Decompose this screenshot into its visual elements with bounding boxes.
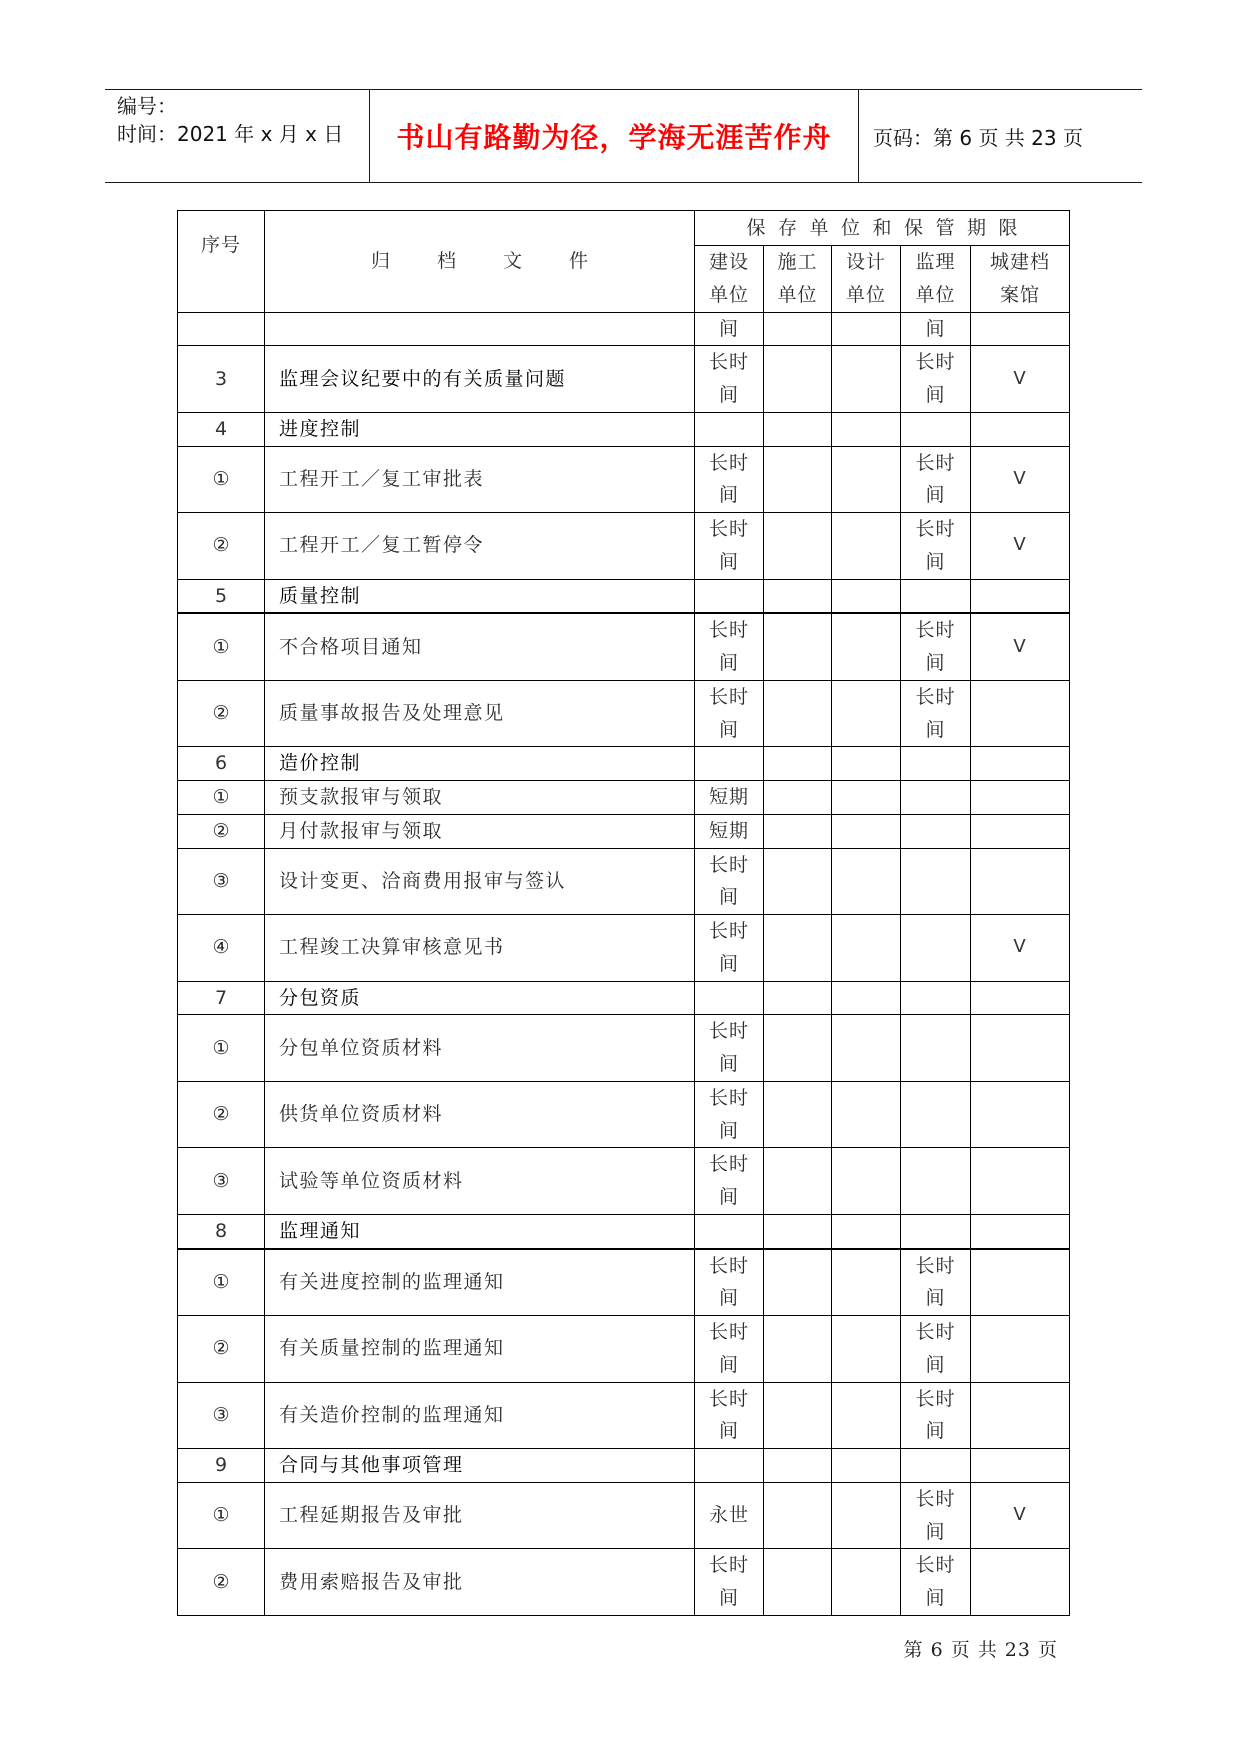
table-row [178, 1214, 1070, 1248]
retention-cell-supervision [901, 1449, 971, 1483]
table-row [178, 915, 1070, 982]
retention-cell-contractor [764, 781, 832, 815]
retention-cell-design [832, 412, 901, 446]
document-header [105, 89, 1142, 183]
retention-cell-contractor [764, 513, 832, 580]
retention-cell-contractor [764, 1382, 832, 1449]
table-header-row [178, 211, 1070, 246]
file-title-cell: 不合格项目通知 [265, 613, 695, 680]
retention-cell-supervision: 长时间 [901, 680, 971, 747]
retention-cell-archive [971, 1549, 1070, 1616]
unit-header-construction: 建设单位 [695, 246, 764, 313]
retention-cell-archive [971, 981, 1070, 1015]
retention-cell-supervision: 长时间 [901, 1482, 971, 1549]
retention-cell-contractor [764, 915, 832, 982]
retention-cell-supervision [901, 1015, 971, 1082]
file-title-cell: 工程开工／复工审批表 [265, 446, 695, 513]
retention-cell-construction [695, 1449, 764, 1483]
retention-cell-archive [971, 579, 1070, 613]
table-row [178, 1549, 1070, 1616]
retention-cell-contractor [764, 446, 832, 513]
table-row [178, 1015, 1070, 1082]
retention-cell-archive [971, 747, 1070, 781]
file-title-cell: 费用索赔报告及审批 [265, 1549, 695, 1616]
retention-cell-supervision: 长时间 [901, 613, 971, 680]
retention-cell-supervision [901, 412, 971, 446]
file-title-cell: 合同与其他事项管理 [265, 1449, 695, 1483]
unit-header-archive: 城建档案馆 [971, 246, 1070, 313]
retention-cell-design [832, 446, 901, 513]
retention-cell-construction: 长时间 [695, 848, 764, 915]
retention-cell-construction: 短期 [695, 781, 764, 815]
retention-cell-construction: 永世 [695, 1482, 764, 1549]
retention-cell-design [832, 747, 901, 781]
retention-cell-contractor [764, 1549, 832, 1616]
retention-cell-design [832, 346, 901, 413]
seq-cell: 6 [178, 747, 265, 781]
retention-cell-contractor [764, 1081, 832, 1148]
header-page-label: 页码：第 6 页 共 23 页 [873, 125, 1083, 150]
file-title-cell: 有关造价控制的监理通知 [265, 1382, 695, 1449]
table-row [178, 513, 1070, 580]
retention-cell-supervision: 长时间 [901, 1316, 971, 1383]
seq-cell: 5 [178, 579, 265, 613]
seq-cell: 7 [178, 981, 265, 1015]
footer-page-number: 第 6 页 共 23 页 [903, 1639, 1058, 1661]
retention-cell-supervision [901, 781, 971, 815]
retention-cell-archive [971, 781, 1070, 815]
table-row [178, 312, 1070, 346]
retention-cell-archive [971, 1249, 1070, 1316]
table-row [178, 781, 1070, 815]
seq-cell: ① [178, 781, 265, 815]
retention-cell-design [832, 680, 901, 747]
retention-cell-design [832, 1382, 901, 1449]
file-title-cell: 工程竣工决算审核意见书 [265, 915, 695, 982]
retention-cell-contractor [764, 312, 832, 346]
retention-cell-design [832, 1249, 901, 1316]
retention-cell-design [832, 1081, 901, 1148]
table-row [178, 1449, 1070, 1483]
file-title-cell: 有关质量控制的监理通知 [265, 1316, 695, 1383]
retention-cell-archive [971, 1382, 1070, 1449]
seq-cell: ① [178, 1015, 265, 1082]
file-title-cell: 有关进度控制的监理通知 [265, 1249, 695, 1316]
table-body [178, 312, 1070, 1615]
retention-cell-construction: 长时间 [695, 915, 764, 982]
retention-cell-contractor [764, 848, 832, 915]
file-title-cell: 监理通知 [265, 1214, 695, 1248]
retention-cell-supervision [901, 579, 971, 613]
retention-cell-construction [695, 747, 764, 781]
retention-cell-supervision: 长时间 [901, 1549, 971, 1616]
retention-cell-archive [971, 312, 1070, 346]
retention-cell-design [832, 579, 901, 613]
retention-cell-supervision [901, 747, 971, 781]
retention-cell-design [832, 1316, 901, 1383]
file-title-cell: 监理会议纪要中的有关质量问题 [265, 346, 695, 413]
retention-cell-archive [971, 814, 1070, 848]
seq-cell: 8 [178, 1214, 265, 1248]
retention-cell-design [832, 613, 901, 680]
table-row [178, 579, 1070, 613]
table-row [178, 412, 1070, 446]
retention-cell-contractor [764, 346, 832, 413]
table-row [178, 1382, 1070, 1449]
retention-cell-supervision: 长时间 [901, 446, 971, 513]
seq-cell: ③ [178, 1148, 265, 1215]
retention-cell-design [832, 781, 901, 815]
retention-cell-construction: 长时间 [695, 446, 764, 513]
retention-cell-construction: 长时间 [695, 613, 764, 680]
retention-cell-contractor [764, 747, 832, 781]
seq-cell: 9 [178, 1449, 265, 1483]
retention-cell-construction: 长时间 [695, 680, 764, 747]
table-row [178, 346, 1070, 413]
retention-cell-construction: 长时间 [695, 1382, 764, 1449]
file-title-cell: 分包资质 [265, 981, 695, 1015]
retention-cell-contractor [764, 680, 832, 747]
retention-cell-design [832, 848, 901, 915]
retention-cell-contractor [764, 814, 832, 848]
retention-cell-supervision: 长时间 [901, 346, 971, 413]
retention-cell-supervision: 长时间 [901, 1382, 971, 1449]
table-row [178, 446, 1070, 513]
unit-header-contractor: 施工单位 [764, 246, 832, 313]
seq-cell: 4 [178, 412, 265, 446]
seq-cell: ② [178, 1081, 265, 1148]
retention-cell-construction [695, 412, 764, 446]
retention-cell-supervision [901, 915, 971, 982]
table-row [178, 1316, 1070, 1383]
retention-cell-design [832, 1148, 901, 1215]
retention-cell-archive: V [971, 1482, 1070, 1549]
retention-cell-supervision [901, 981, 971, 1015]
table-row [178, 1482, 1070, 1549]
retention-cell-design [832, 981, 901, 1015]
unit-header-supervision: 监理单位 [901, 246, 971, 313]
file-title-cell: 试验等单位资质材料 [265, 1148, 695, 1215]
seq-cell: ③ [178, 1382, 265, 1449]
retention-cell-design [832, 1015, 901, 1082]
retention-cell-construction: 长时间 [695, 1148, 764, 1215]
retention-cell-contractor [764, 613, 832, 680]
file-title-cell: 供货单位资质材料 [265, 1081, 695, 1148]
retention-cell-archive [971, 412, 1070, 446]
retention-cell-construction: 长时间 [695, 1549, 764, 1616]
file-title-cell: 进度控制 [265, 412, 695, 446]
retention-cell-contractor [764, 412, 832, 446]
retention-cell-supervision: 长时间 [901, 1249, 971, 1316]
retention-cell-contractor [764, 579, 832, 613]
retention-cell-archive: V [971, 446, 1070, 513]
motto: 书山有路勤为径，学海无涯苦作舟 [396, 121, 832, 154]
retention-cell-contractor [764, 1148, 832, 1215]
retention-cell-supervision [901, 1148, 971, 1215]
retention-cell-construction [695, 1214, 764, 1248]
file-header: 归档文件 [265, 211, 695, 313]
retention-cell-contractor [764, 1449, 832, 1483]
retention-cell-design [832, 1214, 901, 1248]
retention-cell-design [832, 814, 901, 848]
retention-cell-archive: V [971, 915, 1070, 982]
retention-cell-supervision [901, 1081, 971, 1148]
retention-cell-supervision [901, 1214, 971, 1248]
retention-cell-archive [971, 1449, 1070, 1483]
retention-cell-contractor [764, 1482, 832, 1549]
retention-cell-construction [695, 981, 764, 1015]
seq-cell: ② [178, 680, 265, 747]
header-page-cell [858, 90, 1142, 182]
file-title-cell: 预支款报审与领取 [265, 781, 695, 815]
retention-cell-design [832, 312, 901, 346]
file-title-cell: 月付款报审与领取 [265, 814, 695, 848]
retention-cell-archive: V [971, 613, 1070, 680]
retention-cell-construction: 间 [695, 312, 764, 346]
retention-cell-design [832, 513, 901, 580]
table-row [178, 1081, 1070, 1148]
file-title-cell: 工程延期报告及审批 [265, 1482, 695, 1549]
retention-cell-archive [971, 1081, 1070, 1148]
retention-cell-archive [971, 680, 1070, 747]
header-meta [105, 90, 369, 182]
table-row [178, 848, 1070, 915]
retention-cell-archive: V [971, 346, 1070, 413]
seq-cell: ① [178, 1249, 265, 1316]
seq-cell: ② [178, 1316, 265, 1383]
retention-cell-construction: 长时间 [695, 1081, 764, 1148]
seq-cell: ② [178, 513, 265, 580]
file-title-cell: 工程开工／复工暂停令 [265, 513, 695, 580]
file-title-cell: 造价控制 [265, 747, 695, 781]
retention-cell-construction: 长时间 [695, 1249, 764, 1316]
retention-cell-construction: 长时间 [695, 1316, 764, 1383]
retention-cell-supervision: 间 [901, 312, 971, 346]
retention-cell-construction: 长时间 [695, 346, 764, 413]
table-row [178, 1249, 1070, 1316]
retention-cell-construction [695, 579, 764, 613]
archive-table [177, 210, 1070, 1616]
retention-cell-supervision: 长时间 [901, 513, 971, 580]
seq-cell: ② [178, 814, 265, 848]
retention-cell-supervision [901, 814, 971, 848]
retention-cell-contractor [764, 1316, 832, 1383]
seq-cell: 3 [178, 346, 265, 413]
retention-cell-archive [971, 1316, 1070, 1383]
document-number-label: 编号： [117, 94, 177, 118]
retention-cell-design [832, 1482, 901, 1549]
file-title-cell: 质量控制 [265, 579, 695, 613]
retention-cell-design [832, 915, 901, 982]
file-title-cell: 分包单位资质材料 [265, 1015, 695, 1082]
table-row [178, 613, 1070, 680]
seq-cell: ① [178, 613, 265, 680]
retention-cell-archive [971, 848, 1070, 915]
table-row [178, 814, 1070, 848]
document-time-label: 时间：2021 年 x 月 x 日 [117, 122, 344, 146]
retention-cell-contractor [764, 1214, 832, 1248]
table-row [178, 747, 1070, 781]
seq-cell [178, 312, 265, 346]
retention-cell-archive [971, 1148, 1070, 1215]
unit-header-design: 设计单位 [832, 246, 901, 313]
seq-cell: ④ [178, 915, 265, 982]
seq-header: 序号 [178, 211, 265, 313]
seq-cell: ③ [178, 848, 265, 915]
table-row [178, 1148, 1070, 1215]
retention-cell-construction: 长时间 [695, 513, 764, 580]
retention-cell-construction: 长时间 [695, 1015, 764, 1082]
table-head [178, 211, 1070, 313]
retention-cell-design [832, 1449, 901, 1483]
seq-cell: ② [178, 1549, 265, 1616]
retention-cell-contractor [764, 981, 832, 1015]
header-motto-cell [369, 90, 858, 182]
seq-cell: ① [178, 446, 265, 513]
file-title-cell: 质量事故报告及处理意见 [265, 680, 695, 747]
retention-header: 保存单位和保管期限 [695, 211, 1070, 246]
table-row [178, 981, 1070, 1015]
retention-cell-archive [971, 1214, 1070, 1248]
retention-cell-archive: V [971, 513, 1070, 580]
retention-cell-contractor [764, 1015, 832, 1082]
table-row [178, 680, 1070, 747]
file-title-cell [265, 312, 695, 346]
retention-cell-supervision [901, 848, 971, 915]
file-title-cell: 设计变更、洽商费用报审与签认 [265, 848, 695, 915]
retention-cell-design [832, 1549, 901, 1616]
retention-cell-contractor [764, 1249, 832, 1316]
retention-cell-construction: 短期 [695, 814, 764, 848]
seq-cell: ① [178, 1482, 265, 1549]
retention-cell-archive [971, 1015, 1070, 1082]
